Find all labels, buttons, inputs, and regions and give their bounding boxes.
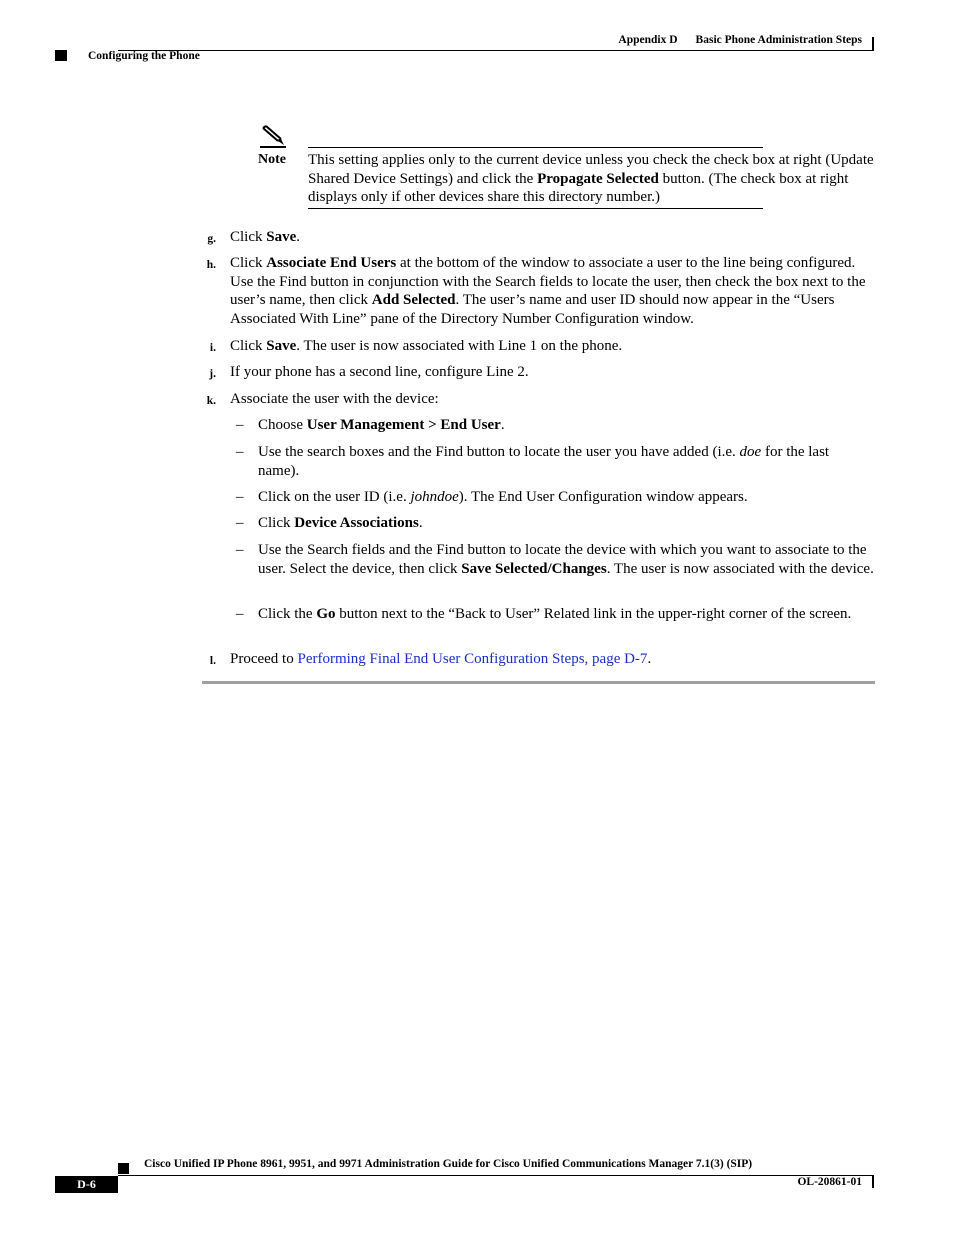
step-label: j. <box>209 368 216 380</box>
substep-list-item: – Click on the user ID (i.e. johndoe). The End User Configuration window appears. <box>236 489 748 505</box>
step-k: k. Associate the user with the device: <box>200 390 874 409</box>
step-label: i. <box>209 342 216 354</box>
substep-list-item: – Click Device Associations. <box>236 515 423 531</box>
section-end-rule <box>202 681 875 684</box>
step-label: g. <box>207 233 216 245</box>
footer-rule <box>118 1175 874 1176</box>
header-block <box>55 50 67 61</box>
header-section: Configuring the Phone <box>88 50 200 62</box>
pencil-note-icon <box>258 124 288 150</box>
page-number: D-6 <box>55 1176 118 1193</box>
footer-title: Cisco Unified IP Phone 8961, 9951, and 9971 Administration Guide for Cisco Unified Communications Manager 7.1(3) (SIP) <box>144 1158 753 1170</box>
step-label: h. <box>206 259 216 271</box>
step-label: l. <box>209 655 216 667</box>
step-g: g. Click Save. <box>200 228 874 247</box>
substep-list-item: – Click the Go button next to the “Back to User” Related link in the upper-right corner of the screen. <box>236 606 852 622</box>
document-number: OL-20861-01 <box>797 1176 862 1188</box>
note-text: This setting applies only to the current device unless you check the check box at right (Update Shared Device Settings) and click the Propagate Selected button. (The check box at right displays only if other devices share this directory number.) <box>308 152 874 206</box>
step-l: l. Proceed to Performing Final End User Configuration Steps, page D-7. <box>200 650 874 669</box>
note-bottom-rule <box>308 208 763 209</box>
header-chapter: Basic Phone Administration Steps <box>695 34 862 46</box>
substep-list-item: – Use the Search fields and the Find button to locate the device with which you want to associate to the user. Select the device, then click Save Selected/Changes. The user is now associated with the device. <box>236 542 874 577</box>
header-rule <box>118 50 874 51</box>
step-i: i. Click Save. The user is now associated with Line 1 on the phone. <box>200 337 874 356</box>
step-label: k. <box>206 395 216 407</box>
note-top-rule <box>308 147 763 148</box>
note-label: Note <box>258 152 286 167</box>
substep-list-item: – Choose User Management > End User. <box>236 417 505 433</box>
header-appendix: Appendix D <box>618 34 678 46</box>
footer-block <box>118 1163 129 1174</box>
footer-tick <box>872 1176 874 1188</box>
step-h: h. Click Associate End Users at the bottom of the window to associate a user to the line being configured. Use the Find button in conjunction with the Search fields to locate the user, then check the box next to the user’s name, then click Add Selected. The user’s name and user ID should now appear in the “Users Associated With Line” pane of the Directory Number Configuration window. <box>200 254 874 328</box>
step-j: j. If your phone has a second line, configure Line 2. <box>200 363 874 382</box>
substep-list-item: – Use the search boxes and the Find button to locate the user you have added (i.e. doe for the last name). <box>236 444 830 479</box>
header-tick <box>872 37 874 51</box>
header-running-title <box>618 34 862 46</box>
final-config-steps-link[interactable]: Performing Final End User Configuration Steps, page D-7 <box>297 651 648 667</box>
